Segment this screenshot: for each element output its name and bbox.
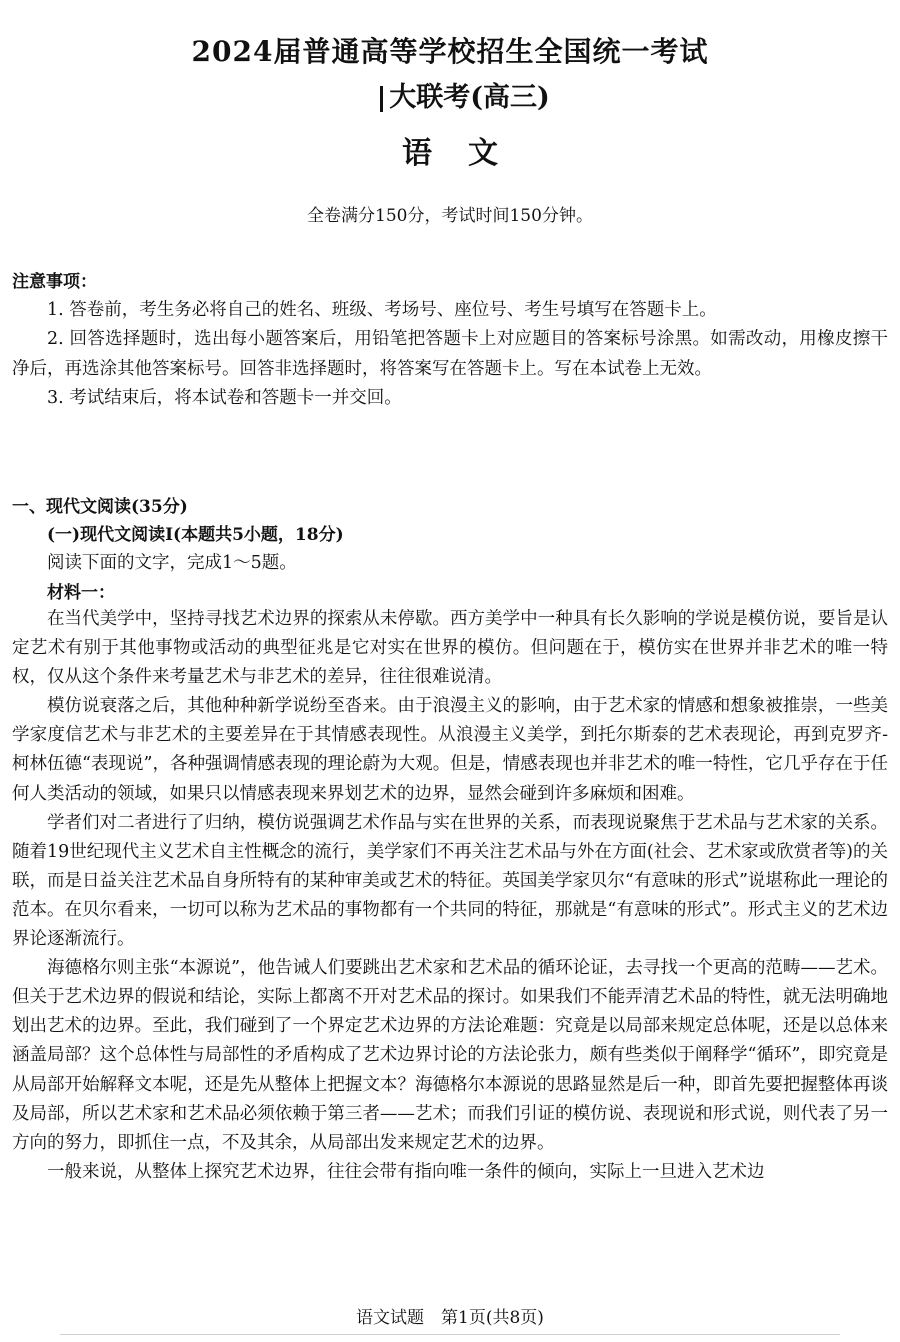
exam-subtitle bbox=[0, 75, 900, 114]
footer-divider bbox=[60, 1334, 840, 1335]
notice-list bbox=[12, 296, 888, 413]
reading-instruction: 阅读下面的文字，完成1～5题。 bbox=[47, 553, 297, 573]
material-paragraph-2: 模仿说衰落之后，其他种种新学说纷至沓来。由于浪漫主义的影响，由于艺术家的情感和想象被推崇，一些美学家度信艺术与非艺术的主要差异在于其情感表现性。从浪漫主义美学，到托尔斯泰的艺术表现论，再到克罗齐-柯林伍德“表现说”，各种强调情感表现的理论蔚为大观。但是，情感表现也并非艺术的唯一特性，它几乎存在于任何人类活动的领域，如果只以情感表现来界划艺术的边界，显然会碰到许多麻烦和困难。 bbox=[12, 696, 888, 804]
notice-item-2: 2. 回答选择题时，选出每小题答案后，用铅笔把答题卡上对应题目的答案标号涂黑。如需改动，用橡皮擦干净后，再选涂其他答案标号。回答非选择题时，将答案写在答题卡上。写在本试卷上无效。 bbox=[12, 329, 888, 379]
notice-item-1: 1. 答卷前，考生务必将自己的姓名、班级、考场号、座位号、考生号填写在答题卡上。 bbox=[47, 300, 717, 320]
notice-item-3: 3. 考试结束后，将本试卷和答题卡一并交回。 bbox=[47, 387, 402, 408]
section-subheading: (一)现代文阅读Ⅰ(本题共5小题，18分) bbox=[47, 525, 344, 545]
exam-subtitle-text: 大联考(高三) bbox=[389, 82, 550, 113]
material-label: 材料一： bbox=[47, 583, 115, 603]
notice-heading: 注意事项： bbox=[12, 272, 97, 292]
score-time-line: 全卷满分150分，考试时间150分钟。 bbox=[307, 206, 593, 226]
material-paragraph-3: 学者们对二者进行了归纳，模仿说强调艺术作品与实在世界的关系，而表现说聚焦于艺术品与艺术家的关系。随着19世纪现代主义艺术自主性概念的流行，美学家们不再关注艺术品与外在方面(社会、艺术家或欣赏者等)的关联，而是日益关注艺术品自身所特有的某种审美或艺术的特征。英国美学家贝尔“有意味的形式”说堪称此一理论的范本。在贝尔看来，一切可以称为艺术品的事物都有一个共同的特征，那就是“有意味的形式”。形式主义的艺术边界论逐渐流行。 bbox=[12, 812, 888, 950]
subject-title: 语文 bbox=[402, 136, 534, 171]
page-footer: 语文试题 第1页(共8页) bbox=[356, 1308, 544, 1328]
material-paragraph-1: 在当代美学中，坚持寻找艺术边界的探索从未停歇。西方美学中一种具有长久影响的学说是模仿说，要旨是认定艺术有别于其他事物或活动的典型征兆是它对实在世界的模仿。但问题在于，模仿实在世界并非艺术的唯一特权，仅从这个条件来考量艺术与非艺术的差异，往往很难说清。 bbox=[12, 609, 888, 688]
material-paragraph-5: 一般来说，从整体上探究艺术边界，往往会带有指向唯一条件的倾向，实际上一旦进入艺术边 bbox=[47, 1161, 765, 1182]
material-paragraph-4: 海德格尔则主张“本源说”，他告诫人们要跳出艺术家和艺术品的循环论证，去寻找一个更高的范畴——艺术。但关于艺术边界的假说和结论，实际上都离不开对艺术品的探讨。如果我们不能弄清艺术品的特性，就无法明确地划出艺术的边界。至此，我们碰到了一个界定艺术边界的方法论难题：究竟是以局部来规定总体呢，还是以总体来涵盖局部？这个总体性与局部性的矛盾构成了艺术边界讨论的方法论张力，颇有些类似于阐释学“循环”，即究竟是从局部开始解释文本呢，还是先从整体上把握文本？海德格尔本源说的思路显然是后一种，即首先要把握整体再谈及局部，所以艺术家和艺术品必须依赖于第三者——艺术；而我们引证的模仿说、表现说和形式说，则代表了另一方向的努力，即抓住一点，不及其余，从局部出发来规定艺术的边界。 bbox=[12, 958, 888, 1153]
margin-mark bbox=[380, 86, 383, 112]
material-text bbox=[12, 605, 888, 1187]
section-heading: 一、现代文阅读(35分) bbox=[12, 497, 188, 517]
exam-title: 2024届普通高等学校招生全国统一考试 bbox=[191, 35, 709, 68]
